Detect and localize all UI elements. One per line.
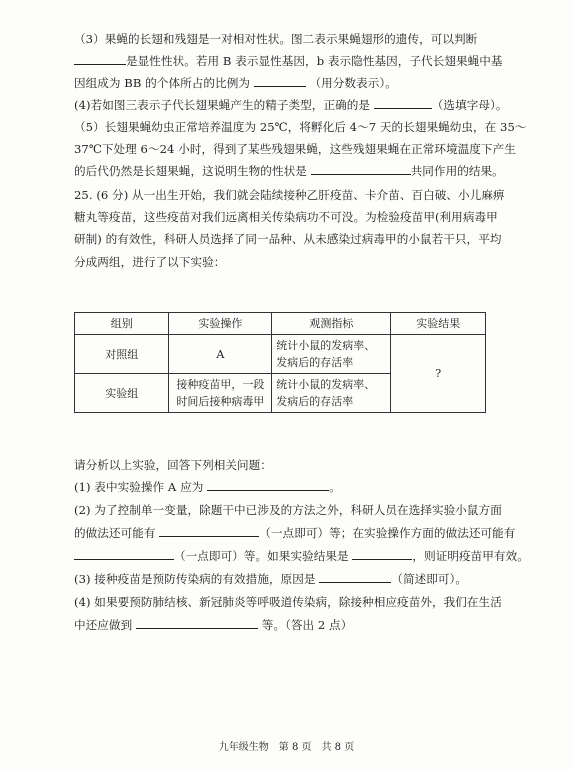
q24-part3-line3-text: 因组成为 BB 的个体所占的比例为 — [74, 76, 250, 90]
q25-sub2-line1: (2) 为了控制单一变量，除题干中已涉及的方法之外，科研人员在选择实验小鼠方面 — [74, 503, 502, 517]
operation-cell — [169, 374, 272, 413]
q24-part3-line3 — [74, 76, 544, 90]
q24-part5-line3-text: 的后代仍然是长翅果蝇，这说明生物的性状是 — [74, 164, 307, 178]
indicator-line: 发病后的存活率 — [276, 395, 354, 408]
indicator-cell — [272, 374, 391, 413]
q25-sub1 — [74, 480, 544, 494]
table-header: 实验操作 — [169, 313, 272, 335]
answer-blank[interactable] — [319, 572, 391, 583]
q25-sub1-tail: 。 — [329, 480, 341, 494]
indicator-line: 统计小鼠的发病率、 — [276, 378, 376, 391]
q24-part4-tail: （选填字母）。 — [431, 98, 508, 112]
q25-sub2-line3-text: （一点即可）等。如果实验结果是 — [174, 549, 349, 563]
table-header-row — [75, 313, 486, 335]
q24-part4 — [74, 98, 544, 112]
operation-line: 时间后接种病毒甲 — [176, 395, 265, 408]
answer-blank[interactable] — [74, 54, 126, 65]
answer-blank[interactable] — [311, 164, 411, 175]
q25-intro-line1: 25. (6 分) 从一出生开始，我们就会陆续接种乙肝疫苗、卡介苗、百白破、小儿麻痹 — [74, 188, 505, 202]
group-cell: 对照组 — [75, 335, 169, 374]
q25-sub4-line2-text: 中还应做到 — [74, 618, 133, 632]
q25-sub2-line2-text: 的做法还可能有 — [74, 526, 156, 540]
q25-sub4-line2-tail: 等。（答出 2 点） — [261, 618, 353, 632]
operation-cell: A — [169, 335, 272, 374]
q24-part5-line3-tail: 共同作用的结果。 — [410, 164, 504, 178]
q24-part5-line1: （5）长翅果蝇幼虫正常培养温度为 25℃，将孵化后 4～7 天的长翅果蝇幼虫，在 35～ — [74, 120, 527, 134]
q25-sub3-tail: （简述即可）。 — [391, 572, 468, 586]
group-cell: 实验组 — [75, 374, 169, 413]
q25-sub1-text: (1) 表中实验操作 A 应为 — [74, 480, 204, 494]
q24-part3-line2-text: 是显性性状。若用 B 表示显性基因，b 表示隐性基因，子代长翅果蝇中基 — [126, 54, 503, 68]
indicator-cell — [272, 335, 391, 374]
table-header: 组别 — [75, 313, 169, 335]
q25-sub2-line2 — [74, 526, 544, 540]
q24-part3-line3-tail: （用分数表示）。 — [309, 76, 397, 90]
answer-blank[interactable] — [74, 549, 174, 560]
indicator-line: 统计小鼠的发病率、 — [276, 339, 376, 352]
q25-sub2-line2-tail: （一点即可）等；在实验操作方面的做法还可能有 — [259, 526, 516, 540]
table-header: 观测指标 — [272, 313, 391, 335]
q24-part5-line2: 37℃下处理 6～24 小时，得到了某些残翅果蝇，这些残翅果蝇在正常环境温度下产生 — [74, 142, 516, 156]
operation-line: 接种疫苗甲，一段 — [176, 378, 265, 391]
answer-blank[interactable] — [352, 549, 412, 560]
answer-blank[interactable] — [254, 76, 306, 87]
answer-blank[interactable] — [374, 98, 432, 109]
q25-sub2-line3-tail: ，则证明疫苗甲有效。 — [412, 549, 529, 563]
q25-sub4-line1: (4) 如果要预防肺结核、新冠肺炎等呼吸道传染病，除接种相应疫苗外，我们在生活 — [74, 595, 502, 609]
experiment-table — [74, 312, 486, 413]
answer-blank[interactable] — [136, 618, 258, 629]
table-row — [75, 335, 486, 374]
result-cell: ? — [391, 335, 486, 413]
q25-intro-line3: 研制) 的有效性，科研人员选择了同一品种、从未感染过病毒甲的小鼠若干只，平均 — [74, 232, 502, 246]
q24-part3-line1: （3）果蝇的长翅和残翅是一对相对性状。图二表示果蝇翅形的遗传，可以判断 — [74, 32, 478, 46]
q25-sub3-text: (3) 接种疫苗是预防传染病的有效措施，原因是 — [74, 572, 316, 586]
q25-intro-line2: 糖丸等疫苗，这些疫苗对我们远离相关传染病功不可没。为检验疫苗甲(利用病毒甲 — [74, 210, 498, 224]
answer-blank[interactable] — [159, 526, 259, 537]
table-header: 实验结果 — [391, 313, 486, 335]
q25-ask: 请分析以上实验，回答下列相关问题： — [74, 458, 272, 472]
q24-part4-text: (4)若如图三表示子代长翅果蝇产生的精子类型，正确的是 — [74, 98, 371, 112]
q24-part3-line2 — [74, 54, 544, 68]
indicator-line: 发病后的存活率 — [276, 356, 354, 369]
q25-sub2-line3 — [74, 549, 544, 563]
q24-part5-line3 — [74, 164, 544, 178]
page-footer: 九年级生物 第 8 页 共 8 页 — [218, 742, 355, 753]
q25-intro-line4: 分成两组，进行了以下实验： — [74, 255, 226, 269]
answer-blank[interactable] — [207, 480, 329, 491]
q25-sub4-line2 — [74, 618, 544, 632]
q25-sub3 — [74, 572, 544, 586]
